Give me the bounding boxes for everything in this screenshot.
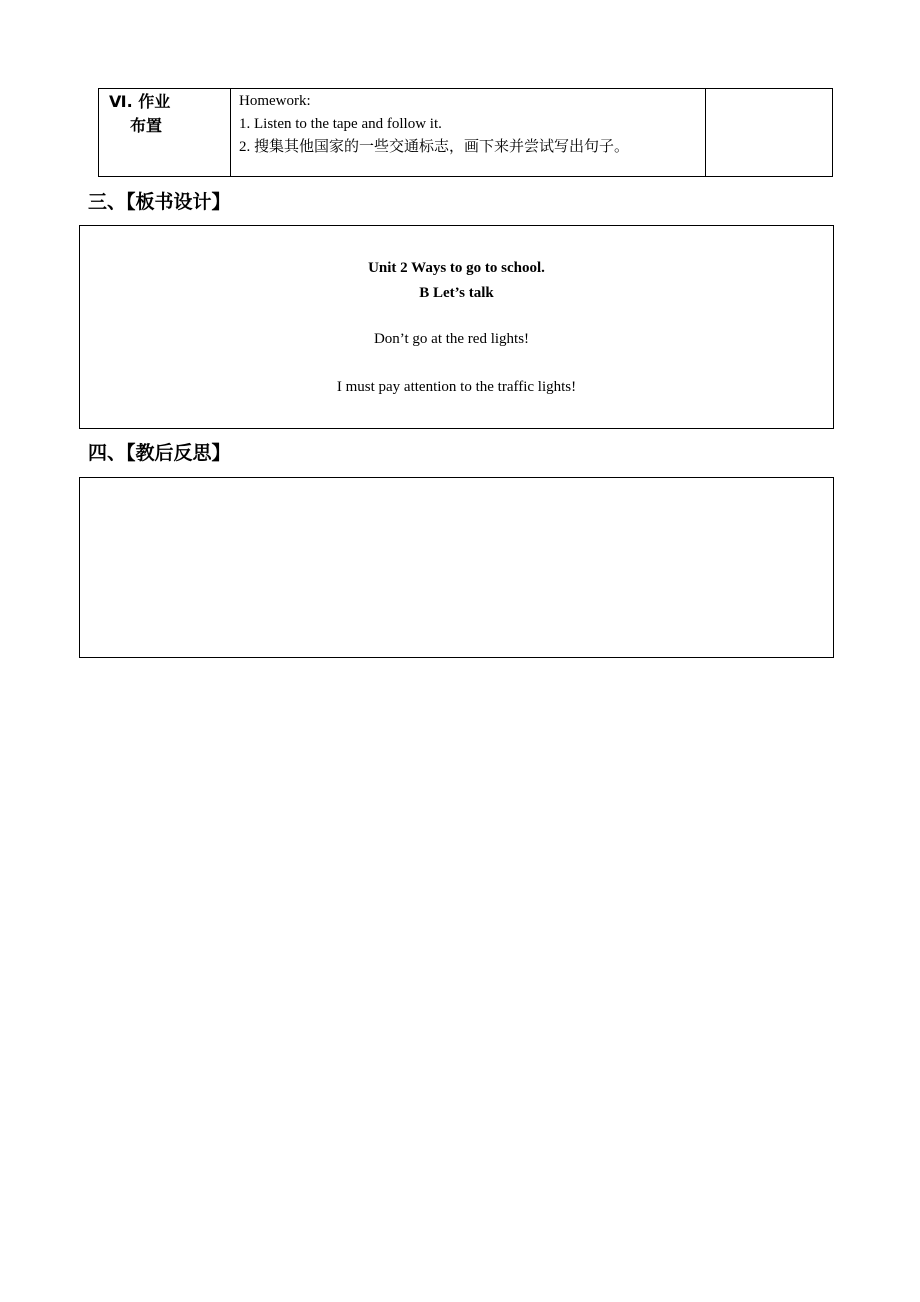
board-line-2: I must pay attention to the traffic lights! (336, 379, 577, 395)
reflection-box (79, 477, 834, 658)
board-line-1: Don’t go at the red lights! (373, 331, 530, 347)
homework-heading: Homework: (239, 93, 311, 109)
homework-item-1: 1. Listen to the tape and follow it. (239, 116, 442, 132)
homework-item-2: 2. 搜集其他国家的一些交通标志，画下来并尝试写出句子。 (239, 139, 630, 155)
homework-label-cell (99, 89, 231, 177)
board-subtitle: B Let’s talk (419, 285, 494, 301)
homework-table (98, 88, 833, 177)
homework-notes-cell (706, 89, 833, 177)
homework-label-line2: 布置 (130, 116, 163, 135)
board-design-heading: 三、【板书设计】 (88, 191, 231, 213)
board-design-box (79, 225, 834, 429)
homework-row (99, 89, 833, 177)
board-title: Unit 2 Ways to go to school. (368, 260, 545, 276)
reflection-heading: 四、【教后反思】 (88, 442, 231, 464)
homework-label-line1: Ⅵ. 作业 (109, 92, 171, 111)
homework-content-cell (231, 89, 706, 177)
